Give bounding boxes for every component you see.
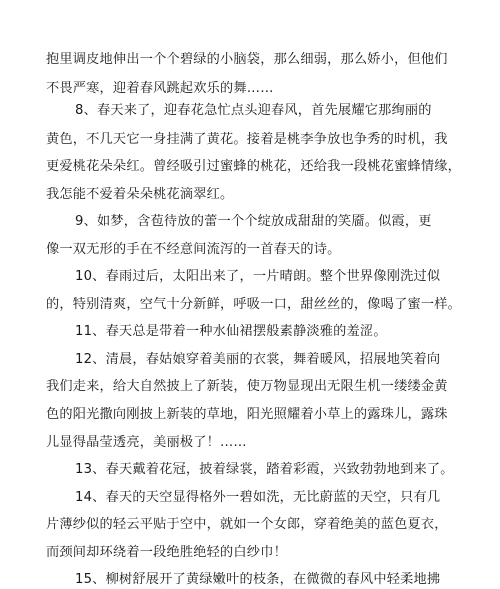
text-line: 色的阳光撒向刚披上新装的草地，阳光照耀着小草上的露珠儿，露珠 (46, 407, 448, 422)
text-line: 的，特别清爽，空气十分新鲜，呼吸一口，甜丝丝的，像喝了蜜一样。 (46, 297, 462, 312)
text-line: 片薄纱似的轻云平贴于空中，就如一个女郎，穿着绝美的蓝色夏衣， (46, 517, 448, 532)
text-line: 我们走来，给大自然披上了新装，使万物显现出无限生机一缕缕金黄 (46, 379, 448, 394)
text-line: 更爱桃花朵朵红。曾经吸引过蜜蜂的桃花，还给我一段桃花蜜蜂情缘， (46, 159, 462, 174)
text-line: 我怎能不爱着朵朵桃花滴翠红。 (46, 187, 234, 202)
text-line: 儿显得晶莹透亮，美丽极了！…… (46, 435, 247, 450)
paragraph-start-line: 11、春天总是带着一种水仙裙摆般素静淡雅的羞涩。 (75, 324, 387, 339)
paragraph-start-line: 12、清晨，春姑娘穿着美丽的衣裳，舞着暖风，招展地笑着向 (75, 352, 441, 367)
paragraph-start-line: 14、春天的天空显得格外一碧如洗，无比蔚蓝的天空，只有几 (75, 490, 441, 505)
paragraph-start-line: 10、春雨过后，太阳出来了，一片晴朗。整个世界像刚洗过似 (75, 269, 441, 284)
paragraph-start-line: 8、春天来了，迎春花急忙点头迎春风，首先展耀它那绚丽的 (75, 103, 432, 118)
text-line: 像一双无形的手在不经意间流泻的一首春天的诗。 (46, 242, 341, 257)
paragraph-start-line: 15、柳树舒展开了黄绿嫩叶的枝条，在微微的春风中轻柔地拂 (75, 572, 441, 587)
text-line: 而颈间却环绕着一段绝胜绝轻的白纱巾！ (46, 545, 287, 560)
paragraph-start-line: 9、如梦，含苞待放的蕾一个个绽放成甜甜的笑靥。似霞，更 (75, 214, 432, 229)
text-line: 抱里调皮地伸出一个个碧绿的小脑袋，那么细弱，那么娇小，但他们 (46, 52, 448, 67)
text-line: 不畏严寒，迎着春风跳起欢乐的舞…… (46, 81, 274, 96)
text-line: 黄色，不几天它一身挂满了黄花。接着是桃李争放也争秀的时机，我 (46, 132, 448, 147)
paragraph-start-line: 13、春天戴着花冠，披着绿裳，踏着彩霞，兴致勃勃地到来了。 (75, 462, 454, 477)
